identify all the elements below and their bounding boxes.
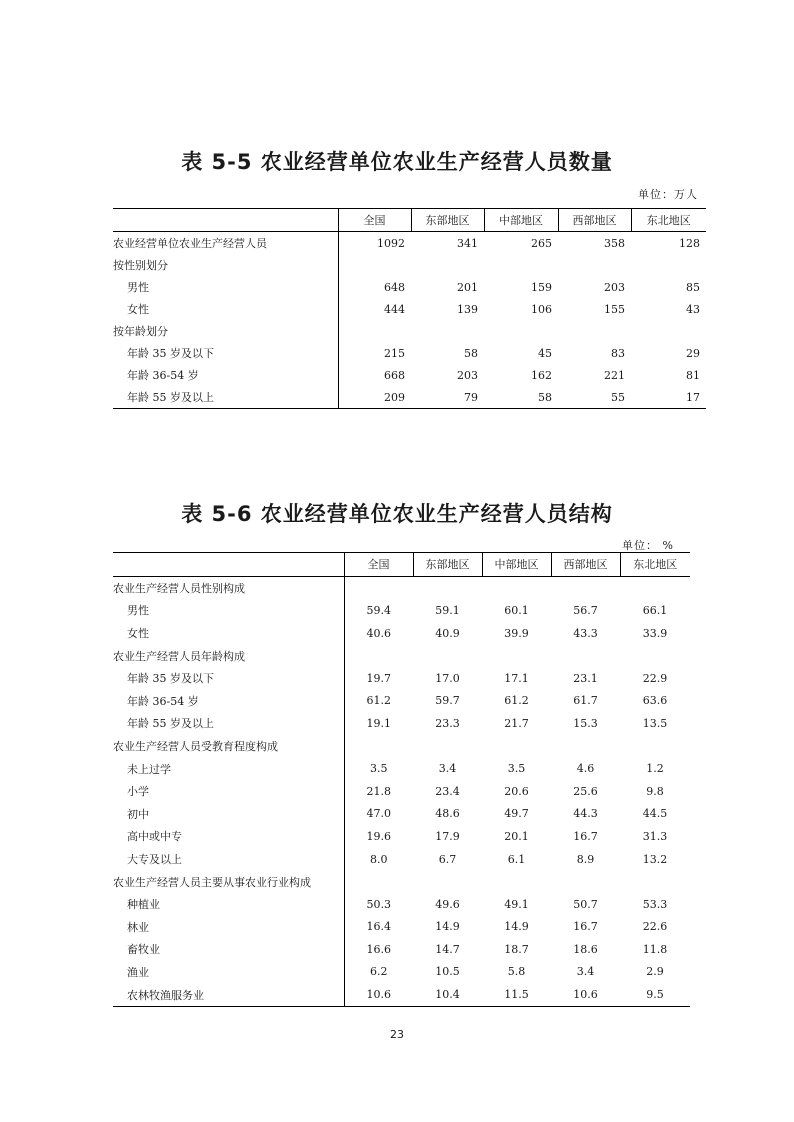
table2-row-label: 林业 bbox=[113, 916, 344, 939]
table1-cell bbox=[631, 320, 706, 342]
table1-cell: 139 bbox=[457, 302, 478, 316]
table1-cell: 221 bbox=[604, 368, 625, 382]
table2-header-cell: 全国 bbox=[344, 553, 413, 577]
table2-cell: 39.9 bbox=[504, 626, 529, 640]
table2-cell: 49.7 bbox=[504, 807, 529, 821]
table2-row bbox=[113, 644, 690, 667]
table1-row-label: 农业经营单位农业生产经营人员 bbox=[113, 232, 338, 255]
table2-row-label: 年龄 36-54 岁 bbox=[113, 690, 344, 713]
table2-cell: 61.2 bbox=[366, 694, 391, 708]
table2-row bbox=[113, 735, 690, 758]
table2-cell: 20.1 bbox=[504, 829, 529, 843]
table1-row-label: 年龄 36-54 岁 bbox=[113, 364, 338, 386]
table1-cell: 444 bbox=[384, 302, 405, 316]
table2-cell: 10.6 bbox=[344, 983, 413, 1006]
table2-cell bbox=[620, 576, 690, 599]
table2-cell: 53.3 bbox=[642, 897, 668, 911]
table1-cell: 648 bbox=[384, 280, 405, 294]
table2-row bbox=[113, 825, 690, 848]
table1-body bbox=[113, 232, 706, 409]
table2-row-label: 农林牧渔服务业 bbox=[113, 983, 344, 1006]
table1-cell: 55 bbox=[558, 386, 631, 409]
table2-cell: 10.6 bbox=[551, 983, 620, 1006]
table2-cell: 20.6 bbox=[504, 784, 529, 798]
table1-cell: 58 bbox=[484, 386, 558, 409]
table1-row-label: 按性别划分 bbox=[113, 254, 338, 276]
table2-row bbox=[113, 961, 690, 984]
table1-row bbox=[113, 342, 706, 364]
table2-cell: 13.2 bbox=[642, 852, 668, 866]
table1-cell: 209 bbox=[338, 386, 411, 409]
table2-header-cell: 东北地区 bbox=[620, 553, 690, 577]
table1-row bbox=[113, 254, 706, 276]
table1-cell: 85 bbox=[686, 280, 700, 294]
table2-cell: 2.9 bbox=[646, 965, 664, 979]
table2-cell: 17.9 bbox=[435, 829, 460, 843]
table2-cell: 63.6 bbox=[642, 694, 668, 708]
table2-cell: 10.4 bbox=[413, 983, 482, 1006]
table2-cell: 59.4 bbox=[366, 603, 391, 617]
table2-cell: 13.5 bbox=[642, 716, 668, 730]
table2-cell: 18.6 bbox=[573, 942, 598, 956]
table1-row bbox=[113, 298, 706, 320]
table1-cell: 83 bbox=[611, 346, 625, 360]
table1-title: 表 5-5 农业经营单位农业生产经营人员数量 bbox=[181, 150, 613, 174]
table1-cell: 201 bbox=[457, 280, 478, 294]
table2-cell bbox=[551, 644, 620, 667]
table1-row-label: 女性 bbox=[113, 298, 338, 320]
table1-cell: 215 bbox=[384, 346, 405, 360]
table2-cell: 17.1 bbox=[504, 671, 529, 685]
table2-cell: 40.9 bbox=[435, 626, 460, 640]
page-number: 23 bbox=[390, 1028, 404, 1041]
table2-cell: 11.8 bbox=[642, 942, 668, 956]
table2-cell bbox=[482, 735, 551, 758]
table2-cell: 49.6 bbox=[435, 897, 460, 911]
table2-cell bbox=[620, 735, 690, 758]
table2-cell: 59.1 bbox=[435, 603, 460, 617]
table1-header-blank bbox=[113, 209, 338, 232]
table1-header-cell: 全国 bbox=[338, 209, 411, 232]
table2-row-label: 高中或中专 bbox=[113, 825, 344, 848]
table1-cell: 203 bbox=[604, 280, 625, 294]
table2-row bbox=[113, 757, 690, 780]
table1-header-row bbox=[113, 209, 706, 232]
table1-row bbox=[113, 386, 706, 409]
table2-row-label: 未上过学 bbox=[113, 757, 344, 780]
table2-cell: 59.7 bbox=[435, 694, 460, 708]
table2-cell: 19.6 bbox=[366, 829, 391, 843]
table2-cell: 6.1 bbox=[507, 852, 526, 866]
table1-row bbox=[113, 276, 706, 298]
table1-cell: 159 bbox=[531, 280, 552, 294]
table1-row-label: 按年龄划分 bbox=[113, 320, 338, 342]
table2-cell: 11.5 bbox=[482, 983, 551, 1006]
table1-cell: 341 bbox=[457, 236, 478, 250]
table2-cell: 14.9 bbox=[504, 920, 529, 934]
table1-unit: 单位：万人 bbox=[638, 188, 698, 201]
table2-cell: 40.6 bbox=[366, 626, 391, 640]
table2-cell: 16.6 bbox=[366, 942, 391, 956]
table2-cell: 22.6 bbox=[642, 920, 668, 934]
table2-cell: 16.7 bbox=[573, 920, 598, 934]
table2-row bbox=[113, 576, 690, 599]
table2-row bbox=[113, 848, 690, 871]
table2-row bbox=[113, 803, 690, 826]
table2-cell: 50.3 bbox=[366, 897, 391, 911]
table2-cell: 3.4 bbox=[576, 965, 595, 979]
table2-cell: 16.7 bbox=[573, 829, 598, 843]
table1-cell: 106 bbox=[531, 302, 552, 316]
table2-cell: 4.6 bbox=[576, 762, 595, 776]
table1-row bbox=[113, 232, 706, 255]
table2-cell: 23.1 bbox=[573, 671, 598, 685]
table1-row-label: 年龄 35 岁及以下 bbox=[113, 342, 338, 364]
table1-cell: 29 bbox=[686, 346, 700, 360]
table1-cell: 358 bbox=[604, 236, 625, 250]
table2-cell: 44.3 bbox=[573, 807, 598, 821]
table2-title: 表 5-6 农业经营单位农业生产经营人员结构 bbox=[181, 502, 613, 526]
table2 bbox=[113, 552, 690, 1007]
table2-cell bbox=[413, 735, 482, 758]
table1-cell: 45 bbox=[538, 346, 552, 360]
table2-cell: 15.3 bbox=[573, 716, 598, 730]
table2-cell: 14.9 bbox=[435, 920, 460, 934]
table2-cell: 10.5 bbox=[435, 965, 460, 979]
table1-cell bbox=[338, 320, 411, 342]
table2-row bbox=[113, 916, 690, 939]
table2-cell: 3.4 bbox=[438, 762, 457, 776]
table2-header-cell: 东部地区 bbox=[413, 553, 482, 577]
table2-cell bbox=[620, 870, 690, 893]
table2-cell: 5.8 bbox=[507, 965, 526, 979]
table1-cell: 17 bbox=[631, 386, 706, 409]
table2-cell: 66.1 bbox=[642, 603, 668, 617]
table2-cell: 6.7 bbox=[438, 852, 457, 866]
table2-cell: 56.7 bbox=[573, 603, 598, 617]
table1-cell: 128 bbox=[679, 236, 700, 250]
table1-row-label: 男性 bbox=[113, 276, 338, 298]
table2-cell: 18.7 bbox=[504, 942, 529, 956]
table2-row bbox=[113, 870, 690, 893]
table1-cell bbox=[411, 320, 484, 342]
table2-row-label: 小学 bbox=[113, 780, 344, 803]
table2-cell: 22.9 bbox=[642, 671, 668, 685]
table2-cell bbox=[620, 644, 690, 667]
table2-row bbox=[113, 690, 690, 713]
table2-row-label: 初中 bbox=[113, 803, 344, 826]
table1-cell bbox=[558, 254, 631, 276]
table2-unit: 单位： % bbox=[622, 539, 674, 552]
table2-row-label: 男性 bbox=[113, 599, 344, 622]
table2-cell: 23.3 bbox=[435, 716, 460, 730]
table2-row-label: 年龄 35 岁及以下 bbox=[113, 667, 344, 690]
table2-cell: 43.3 bbox=[573, 626, 598, 640]
table1-cell: 58 bbox=[464, 346, 478, 360]
table2-row-label: 年龄 55 岁及以上 bbox=[113, 712, 344, 735]
table2-cell: 61.7 bbox=[573, 694, 598, 708]
table2-cell bbox=[551, 735, 620, 758]
table2-header-cell: 中部地区 bbox=[482, 553, 551, 577]
table1-row bbox=[113, 320, 706, 342]
table2-cell: 49.1 bbox=[504, 897, 529, 911]
table2-cell: 14.7 bbox=[435, 942, 460, 956]
table1-cell bbox=[484, 320, 558, 342]
table1-header-cell: 西部地区 bbox=[558, 209, 631, 232]
table2-row-label: 农业生产经营人员受教育程度构成 bbox=[113, 735, 344, 758]
table2-cell: 21.7 bbox=[504, 716, 529, 730]
table2-row-label: 畜牧业 bbox=[113, 938, 344, 961]
table2-cell: 8.9 bbox=[576, 852, 595, 866]
table2-cell: 33.9 bbox=[642, 626, 668, 640]
table2-row bbox=[113, 667, 690, 690]
table2-row-label: 农业生产经营人员年龄构成 bbox=[113, 644, 344, 667]
table2-row-label: 女性 bbox=[113, 622, 344, 645]
table2-cell: 9.5 bbox=[620, 983, 690, 1006]
table1-cell: 79 bbox=[411, 386, 484, 409]
table2-body bbox=[113, 576, 690, 1006]
table2-cell: 3.5 bbox=[370, 762, 388, 776]
table2-cell bbox=[344, 735, 413, 758]
table1-cell bbox=[631, 254, 706, 276]
table2-cell: 17.0 bbox=[435, 671, 460, 685]
table1-cell: 203 bbox=[457, 368, 478, 382]
table2-cell: 21.8 bbox=[366, 784, 391, 798]
table1-cell bbox=[411, 254, 484, 276]
table2-cell: 8.0 bbox=[370, 852, 388, 866]
table2-cell bbox=[413, 644, 482, 667]
table2-cell: 6.2 bbox=[370, 965, 388, 979]
table1-cell: 265 bbox=[531, 236, 552, 250]
table2-cell bbox=[413, 576, 482, 599]
table2-cell: 61.2 bbox=[504, 694, 529, 708]
table1-cell: 155 bbox=[604, 302, 625, 316]
table2-cell: 1.2 bbox=[646, 762, 664, 776]
table2-row bbox=[113, 712, 690, 735]
table2-cell: 47.0 bbox=[366, 807, 391, 821]
table1-cell bbox=[338, 254, 411, 276]
table2-cell: 50.7 bbox=[573, 897, 598, 911]
table1-header-cell: 东部地区 bbox=[411, 209, 484, 232]
table2-row bbox=[113, 983, 690, 1006]
table2-row-label: 大专及以上 bbox=[113, 848, 344, 871]
table1-cell: 1092 bbox=[377, 236, 405, 250]
table2-cell bbox=[344, 870, 413, 893]
table1 bbox=[113, 208, 706, 409]
table1-header-cell: 东北地区 bbox=[631, 209, 706, 232]
table2-cell: 23.4 bbox=[435, 784, 460, 798]
table2-cell: 31.3 bbox=[642, 829, 668, 843]
table2-cell: 48.6 bbox=[435, 807, 460, 821]
table1-cell: 162 bbox=[531, 368, 552, 382]
table1-row-label: 年龄 55 岁及以上 bbox=[113, 386, 338, 409]
table2-header-row bbox=[113, 553, 690, 577]
table2-row bbox=[113, 622, 690, 645]
table2-cell bbox=[482, 576, 551, 599]
table2-row-label: 农业生产经营人员性别构成 bbox=[113, 576, 344, 599]
table2-row-label: 种植业 bbox=[113, 893, 344, 916]
table1-cell: 81 bbox=[686, 368, 700, 382]
table2-cell bbox=[482, 870, 551, 893]
table1-cell: 668 bbox=[384, 368, 405, 382]
table2-row-label: 渔业 bbox=[113, 961, 344, 984]
table2-cell bbox=[344, 576, 413, 599]
table1-cell: 43 bbox=[686, 302, 700, 316]
table2-header-blank bbox=[113, 553, 344, 577]
table2-cell bbox=[344, 644, 413, 667]
table2-cell bbox=[551, 870, 620, 893]
table1-cell bbox=[484, 254, 558, 276]
table1-row bbox=[113, 364, 706, 386]
table1-header-cell: 中部地区 bbox=[484, 209, 558, 232]
table2-row bbox=[113, 780, 690, 803]
table2-row bbox=[113, 938, 690, 961]
table2-cell: 25.6 bbox=[573, 784, 598, 798]
table2-cell bbox=[551, 576, 620, 599]
table2-cell: 44.5 bbox=[642, 807, 668, 821]
table2-header-cell: 西部地区 bbox=[551, 553, 620, 577]
table2-cell: 60.1 bbox=[504, 603, 529, 617]
table2-cell: 16.4 bbox=[366, 920, 391, 934]
table1-cell bbox=[558, 320, 631, 342]
table2-cell: 3.5 bbox=[507, 762, 526, 776]
table2-cell: 19.1 bbox=[366, 716, 391, 730]
table2-cell bbox=[482, 644, 551, 667]
table2-row bbox=[113, 893, 690, 916]
table2-row bbox=[113, 599, 690, 622]
table2-cell: 9.8 bbox=[646, 784, 664, 798]
table2-cell: 19.7 bbox=[366, 671, 391, 685]
table2-cell bbox=[413, 870, 482, 893]
table2-row-label: 农业生产经营人员主要从事农业行业构成 bbox=[113, 870, 344, 893]
